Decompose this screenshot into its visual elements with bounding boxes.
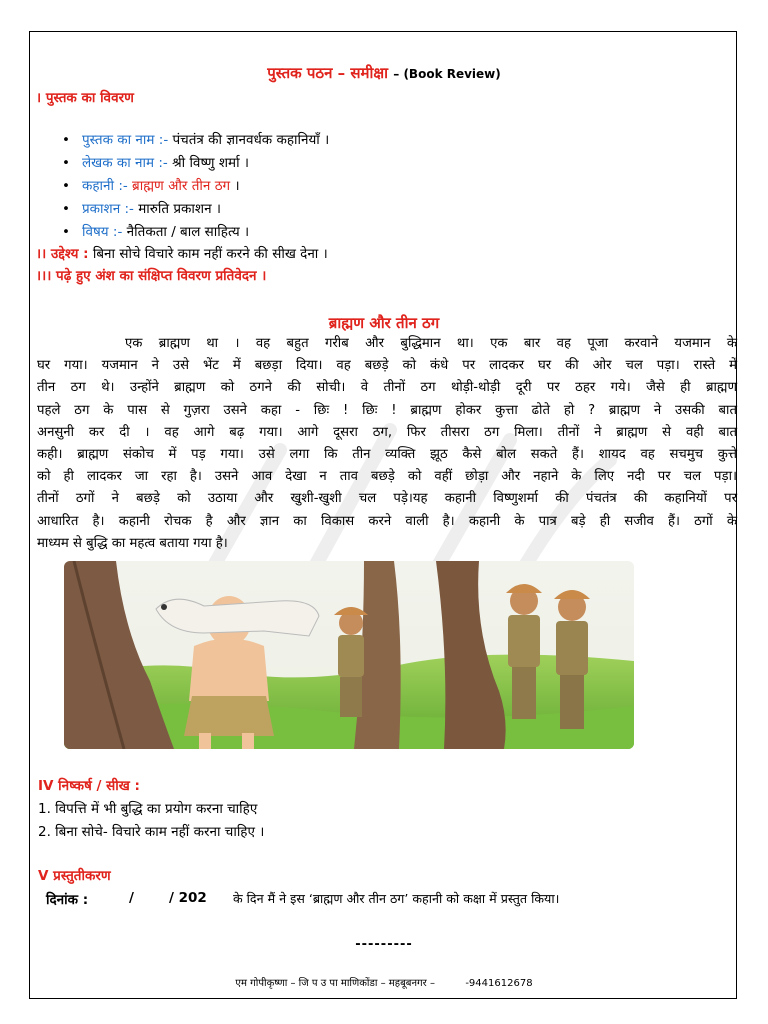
lesson-point-1: 1. विपत्ति में भी बुद्धि का प्रयोग करना चाहिए xyxy=(38,801,258,817)
story-line: तीनों ठगों ने बछड़े को उठाया और खुशी-खुशी चल पड़े।यह कहानी विष्णुशर्मा की पंचतंत्र की कहानियों पर xyxy=(37,491,737,507)
date-year: / 202 xyxy=(169,890,207,906)
detail-label: लेखक का नाम :- xyxy=(82,155,168,171)
story-line: तीन ठग थे। उन्होंने ब्राह्मण को ठगने की सोची। वे तीनों ठग थोड़ी-थोड़ी दूरी पर ठहर गये। जैसे ही ब्राह्मण xyxy=(37,380,737,396)
detail-item xyxy=(62,153,249,171)
story-line: अनसुनी कर दी । वह आगे बढ़ गया। आगे दूसरा ठग, फिर तीसरा ठग मिला। तीनों ने ब्राह्मण से वही बात xyxy=(37,424,737,440)
section-1-heading: । पुस्तक का विवरण xyxy=(36,90,134,106)
detail-item xyxy=(62,222,249,240)
footer-author: एम गोपीकृष्णा – जि प उ पा माणिकोंडा – महबूबनगर – xyxy=(235,978,435,989)
detail-value: पंचतंत्र की ज्ञानवर्धक कहानियाँ । xyxy=(172,132,330,148)
title-hindi: पुस्तक पठन – समीक्षा xyxy=(267,64,389,82)
date-label: दिनांक : xyxy=(46,892,89,908)
detail-item xyxy=(62,199,221,217)
section-2-heading: ।। उद्देश्य : xyxy=(36,246,89,262)
story-line: कही। ब्राह्मण संकोच में पड़ गया। उसे लगा कि तीन व्यक्ति झूठ कैसे बोल सकते हैं। शायद वह सचमुच कुत्ते xyxy=(37,447,737,463)
story-title: ब्राह्मण और तीन ठग xyxy=(328,314,440,332)
detail-value: श्री विष्णु शर्मा । xyxy=(172,155,249,171)
detail-item xyxy=(62,130,329,148)
detail-label: कहानी :- xyxy=(82,178,128,194)
bullet-icon: • xyxy=(62,201,70,217)
footer xyxy=(0,975,768,989)
story-line: माध्यम से बुद्धि का महत्व बताया गया है। xyxy=(37,535,228,551)
detail-value: ब्राह्मण और तीन ठग xyxy=(132,178,231,194)
title-suffix: – (Book Review) xyxy=(393,67,501,81)
detail-item xyxy=(62,176,240,194)
bullet-icon: • xyxy=(62,132,70,148)
lesson-point-2: 2. बिना सोचे- विचारे काम नहीं करना चाहिए । xyxy=(38,824,265,840)
section-5-heading: V प्रस्तुतीकरण xyxy=(38,868,111,884)
section-2 xyxy=(36,244,328,262)
date-separator: / xyxy=(129,890,134,906)
bullet-icon: • xyxy=(62,224,70,240)
detail-tail: । xyxy=(230,178,240,194)
detail-label: पुस्तक का नाम :- xyxy=(82,132,169,148)
bullet-icon: • xyxy=(62,178,70,194)
bullet-icon: • xyxy=(62,155,70,171)
story-paragraph xyxy=(37,333,737,555)
presentation-text: के दिन मैं ने इस ‘ब्राह्मण और तीन ठग’ कहानी को कक्षा में प्रस्तुत किया। xyxy=(233,891,560,906)
page-title xyxy=(0,63,768,83)
story-illustration xyxy=(64,561,634,749)
section-2-text: बिना सोचे विचारे काम नहीं करने की सीख देना । xyxy=(92,246,328,262)
story-line: पहले ठग के पास से गुज़रा उसने कहा - छिः ! छिः ! ब्राह्मण होकर कुत्ता ढोते हो ? ब्राह्मण ने उसकी बात xyxy=(37,402,737,418)
detail-label: प्रकाशन :- xyxy=(82,201,134,217)
detail-value: नैतिकता / बाल साहित्य । xyxy=(126,224,250,240)
story-line: एक ब्राह्मण था । वह बहुत गरीब और बुद्धिमान था। एक बार वह पूजा करवाने यजमान के xyxy=(125,336,737,351)
divider: --------- xyxy=(355,937,413,952)
detail-label: विषय :- xyxy=(82,224,123,240)
story-line: को ही लादकर जा रहा है। उसने आव देखा न ताव बछड़े को वहीं छोड़ा और नहाने के लिए नदी पर चल पड़ा। xyxy=(37,469,737,485)
section-3-heading: ।।। पढ़े हुए अंश का संक्षिप्त विवरण प्रतिवेदन । xyxy=(36,268,267,284)
story-line: घर गया। यजमान ने उसे भेंट में बछड़ा दिया। वह बछड़े को कंधे पर लादकर घर की ओर चल पड़ा। रास्ते में xyxy=(37,358,737,374)
story-illustration-icon xyxy=(64,561,634,749)
story-line: आधारित है। कहानी रोचक है और ज्ञान का विकास करने वाली है। कहानी के पात्र बड़े ही सजीव हैं। ठगों के xyxy=(37,513,737,529)
detail-value: मारुति प्रकाशन । xyxy=(138,201,221,217)
footer-phone: -9441612678 xyxy=(465,978,533,989)
section-4-heading: IV निष्कर्ष / सीख : xyxy=(38,778,140,794)
